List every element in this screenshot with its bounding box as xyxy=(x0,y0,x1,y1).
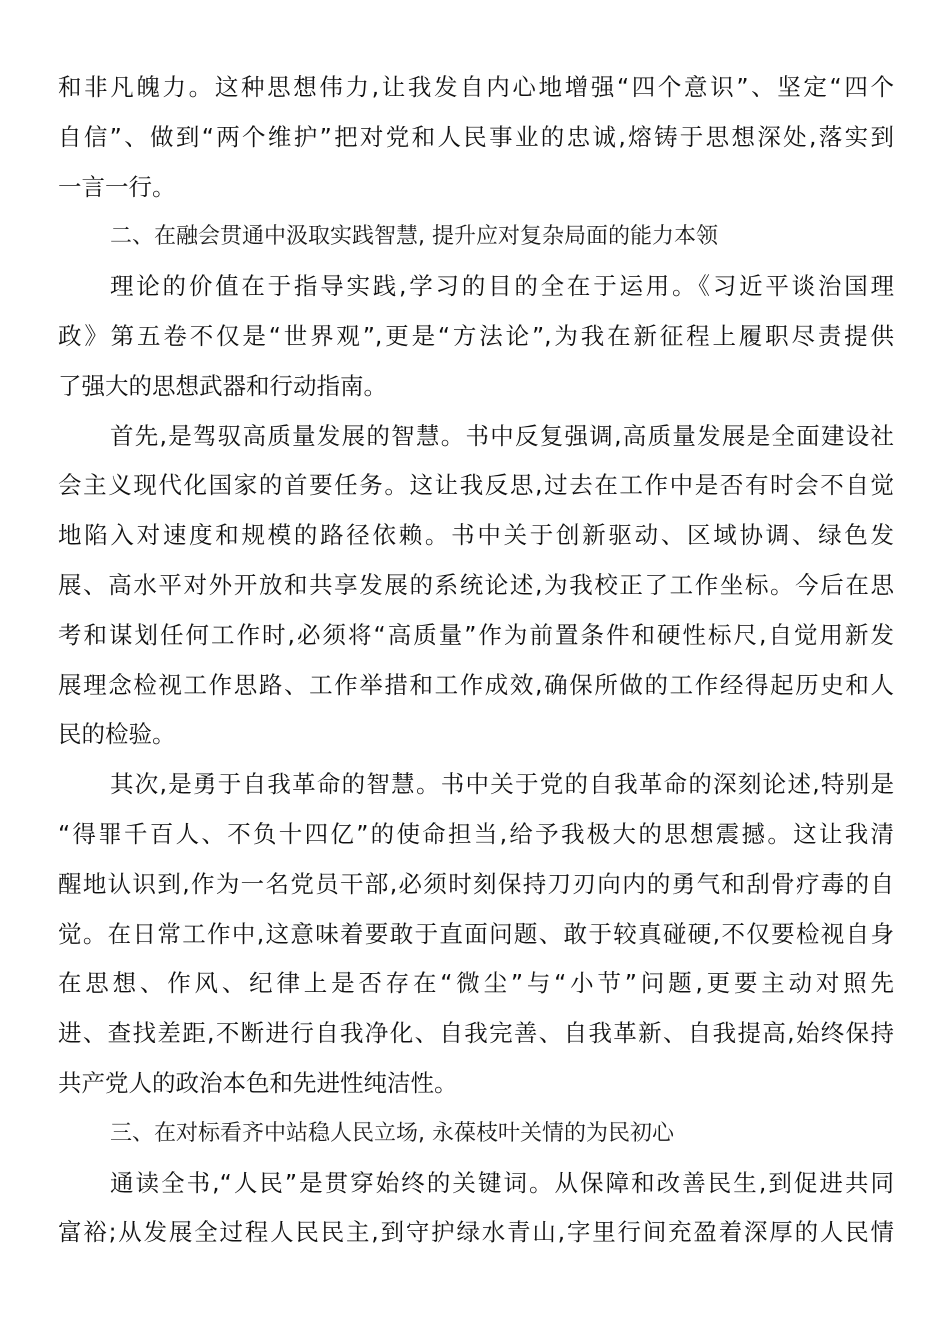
paragraph-line: 民的检验。 xyxy=(58,720,176,749)
paragraph-line: “得罪千百人、不负十四亿”的使命担当,给予我极大的思想震撼。这让我清 xyxy=(58,819,894,848)
paragraph-line: 考和谋划任何工作时,必须将“高质量”作为前置条件和硬性标尺,自觉用新发 xyxy=(58,620,894,649)
paragraph-line: 醒地认识到,作为一名党员干部,必须时刻保持刀刃向内的勇气和刮骨疗毒的自 xyxy=(58,869,894,898)
paragraph-line: 和非凡魄力。这种思想伟力,让我发自内心地增强“四个意识”、坚定“四个 xyxy=(58,73,894,101)
paragraph-line: 其次,是勇于自我革命的智慧。书中关于党的自我革命的深刻论述,特别是 xyxy=(110,770,894,799)
paragraph-line: 觉。在日常工作中,这意味着要敢于直面问题、敢于较真碰硬,不仅要检视自身 xyxy=(58,919,894,948)
paragraph-line: 富裕;从发展全过程人民民主,到守护绿水青山,字里行间充盈着深厚的人民情 xyxy=(58,1218,894,1247)
paragraph-line: 地陷入对速度和规模的路径依赖。书中关于创新驱动、区域协调、绿色发 xyxy=(58,521,894,550)
paragraph-line: 进、查找差距,不断进行自我净化、自我完善、自我革新、自我提高,始终保持 xyxy=(58,1019,894,1048)
paragraph-line: 展理念检视工作思路、工作举措和工作成效,确保所做的工作经得起历史和人 xyxy=(58,670,894,699)
paragraph-line: 了强大的思想武器和行动指南。 xyxy=(58,371,387,400)
paragraph-line: 会主义现代化国家的首要任务。这让我反思,过去在工作中是否有时会不自觉 xyxy=(58,471,894,500)
section-heading-2: 二、在融会贯通中汲取实践智慧, 提升应对复杂局面的能力本领 xyxy=(110,224,718,250)
paragraph-line: 首先,是驾驭高质量发展的智慧。书中反复强调,高质量发展是全面建设社 xyxy=(110,421,894,450)
paragraph-line: 通读全书,“人民”是贯穿始终的关键词。从保障和改善民生,到促进共同 xyxy=(110,1168,894,1197)
document-page xyxy=(58,63,894,1258)
paragraph-line: 自信”、做到“两个维护”把对党和人民事业的忠诚,熔铸于思想深处,落实到 xyxy=(58,122,894,151)
section-heading-3: 三、在对标看齐中站稳人民立场, 永葆枝叶关情的为民初心 xyxy=(110,1120,674,1146)
paragraph-line: 政》第五卷不仅是“世界观”,更是“方法论”,为我在新征程上履职尽责提供 xyxy=(58,321,894,350)
paragraph-line: 一言一行。 xyxy=(58,172,176,201)
paragraph-line: 共产党人的政治本色和先进性纯洁性。 xyxy=(58,1068,458,1097)
paragraph-line: 展、高水平对外开放和共享发展的系统论述,为我校正了工作坐标。今后在思 xyxy=(58,570,894,599)
paragraph-line: 在思想、作风、纪律上是否存在“微尘”与“小节”问题,更要主动对照先 xyxy=(58,969,894,998)
paragraph-line: 理论的价值在于指导实践,学习的目的全在于运用。《习近平谈治国理 xyxy=(110,272,894,301)
